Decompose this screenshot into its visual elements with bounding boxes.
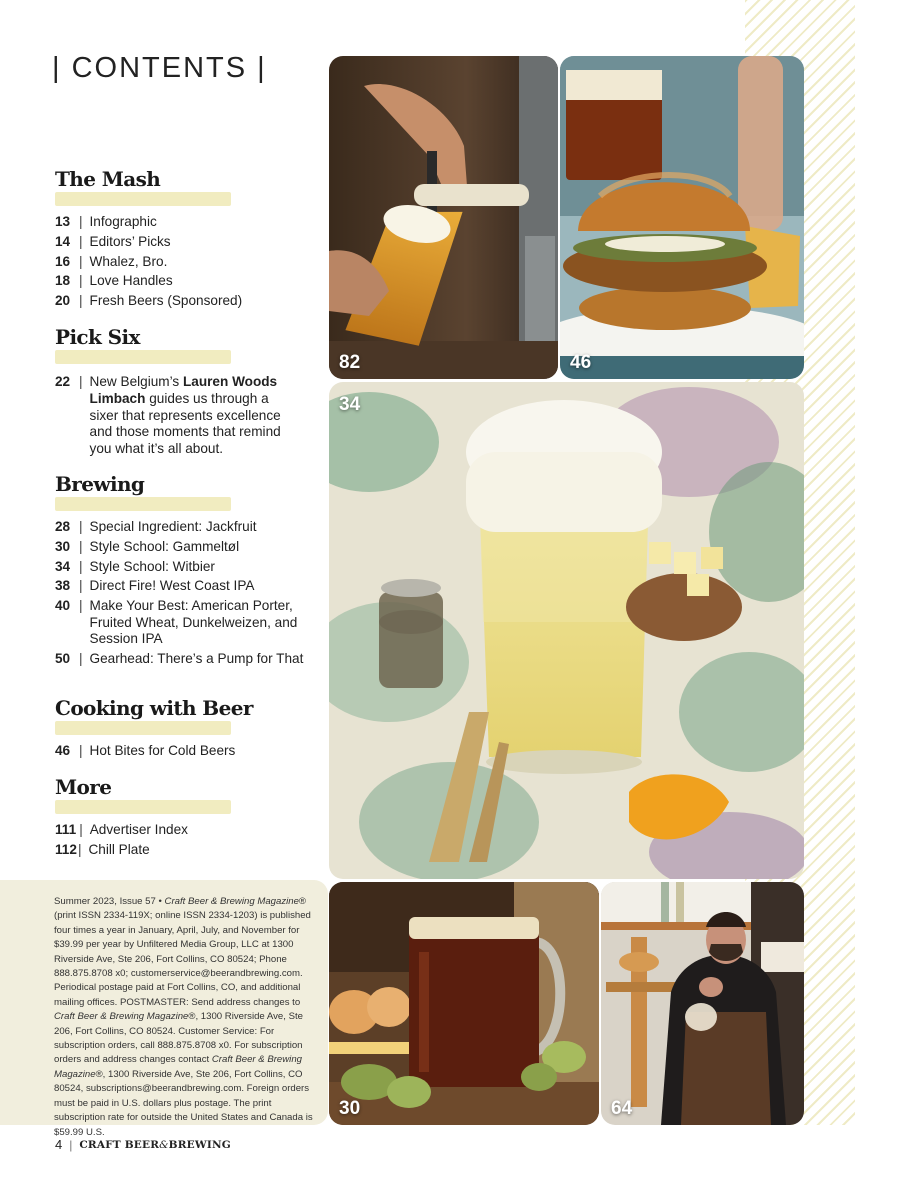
toc-entry-text: Infographic [89,214,157,229]
toc-entry[interactable] [55,743,315,760]
photo-bartender-pump[interactable] [601,882,804,1125]
photo-chicken-sandwich[interactable] [560,56,804,379]
toc-page-number: 40 [55,598,71,614]
toc-page-number: 18 [55,273,71,289]
info-lead: Summer 2023, Issue 57 • [54,896,165,907]
publication-info-text [54,895,316,1140]
toc-page-number: 111 [55,822,77,837]
info-magazine-name: Craft Beer & Brewing Magazine [54,1011,189,1023]
section-title-brewing: Brewing [55,472,145,496]
photo-page-label: 30 [339,1098,361,1119]
bartender-pump-photo-icon [601,882,804,1125]
toc-entry[interactable] [55,254,315,271]
toc-entry[interactable] [55,842,315,859]
toc-entry[interactable] [55,539,315,556]
section-title-pick-six: Pick Six [55,325,140,349]
logo-ampersand: & [159,1138,169,1151]
toc-list-brewing [55,519,315,671]
toc-entry[interactable] [55,651,315,668]
feature-person-name: Lauren Woods Limbach [89,374,278,406]
beer-tap-pour-photo-icon [329,56,558,379]
toc-separator: | [79,519,83,534]
chicken-sandwich-photo-icon [560,56,804,379]
photo-page-label: 82 [339,352,361,373]
toc-entry[interactable] [55,559,315,576]
section-title-more: More [55,775,112,799]
feature-text-body: guides us through a sixer that represents excellence and those moments that remind you what it’s all about. [89,390,281,457]
toc-entry[interactable] [55,519,315,536]
toc-list-the-mash [55,214,315,313]
toc-entry-text: Style School: Witbier [89,558,215,574]
witbier-glass-photo-icon [329,382,804,879]
toc-entry[interactable] [55,234,315,251]
dark-beer-mug-photo-icon [329,882,599,1125]
page-footer [55,1137,231,1152]
toc-separator: | [79,558,83,574]
section-underline [55,721,231,735]
toc-separator: | [79,598,83,614]
photo-beer-tap-pour[interactable] [329,56,558,379]
section-underline [55,192,231,206]
logo-text-a: CRAFT BEER [79,1138,160,1151]
toc-page-number: 16 [55,253,71,269]
info-body: ®, 1300 Riverside Ave, Ste 206, Fort Collins, CO 80524, subscriptions@beerandbrewing.com. Foreign orders must be paid in U.S. dollars plus postage. The print subscription rate for outside the United States and Canada is $59.99 U.S. [54,1068,313,1138]
toc-entry-text: Whalez, Bro. [89,253,168,269]
section-underline [55,350,231,364]
toc-page-number: 38 [55,578,71,594]
toc-entry[interactable] [55,214,315,231]
photo-witbier-glass[interactable] [329,382,804,879]
toc-page-number: 46 [55,743,71,758]
toc-entry[interactable] [55,598,315,648]
toc-entry-text: Chill Plate [88,841,150,857]
toc-separator: | [79,214,83,229]
toc-separator: | [79,233,83,249]
toc-separator: | [79,253,83,269]
toc-entry[interactable] [55,273,315,290]
toc-separator: | [79,273,83,289]
toc-entry-text: Editors’ Picks [89,233,171,249]
section-underline [55,800,231,814]
toc-separator: | [77,841,82,857]
toc-separator: | [79,822,83,837]
info-body: ®, 1300 Riverside Ave, Ste 206, Fort Collins, CO 80524. Customer Service: For subscription orders, call 888.875.8708 x0. For subscription orders and address changes contact [54,1011,303,1066]
toc-entry-text: Advertiser Index [89,822,188,837]
toc-entry-text: Gearhead: There’s a Pump for That [89,650,304,666]
toc-feature-text [90,374,295,458]
photo-page-label: 64 [611,1098,633,1119]
section-title-cooking-with-beer: Cooking with Beer [55,696,253,720]
toc-separator: | [79,374,83,389]
toc-separator: | [79,538,83,554]
toc-page-number: 30 [55,538,71,554]
photo-page-label: 46 [570,352,592,373]
toc-list-cooking [55,743,315,763]
photo-dark-beer-mug[interactable] [329,882,599,1125]
footer-separator: | [69,1137,73,1152]
section-underline [55,497,231,511]
photo-page-label: 34 [339,394,361,415]
page-number: 4 [55,1137,63,1152]
feature-text-lead: New Belgium’s [89,374,183,389]
toc-entry[interactable] [55,822,315,839]
toc-entry-text: Make Your Best: American Porter, Fruited Wheat, Dunkelweizen, and Session IPA [89,598,298,647]
toc-page-number: 28 [55,519,71,534]
toc-separator: | [79,578,83,594]
magazine-logo [79,1139,231,1151]
toc-entry-text: Hot Bites for Cold Beers [89,743,236,758]
toc-entry[interactable] [55,293,315,310]
toc-entry-text: Special Ingredient: Jackfruit [89,519,257,534]
toc-page-number: 34 [55,558,71,574]
toc-entry-text: Direct Fire! West Coast IPA [89,578,255,594]
info-registered-mark: ® [298,896,306,907]
toc-feature-entry[interactable] [55,374,295,458]
toc-entry-text: Love Handles [89,273,173,289]
toc-separator: | [79,293,83,309]
toc-page-number: 22 [55,374,71,389]
toc-entry[interactable] [55,578,315,595]
toc-page-number: 13 [55,214,71,229]
info-body: (print ISSN 2334-119X; online ISSN 2334-1203) is published four times a year in January, April, July, and November for $39.99 per year by Unfiltered Media Group, LLC at 1300 Riverside Ave, Ste 206, Fort Collins, CO 80524; Phone 888.875.8708 x0; customerservice@beerandbrewing.com. Periodical postage paid at Fort Collins, CO, and additional mailing offices. POSTMASTER: Send address changes to [54,910,311,1008]
toc-page-number: 50 [55,650,71,666]
logo-text-b: BREWING [168,1138,231,1151]
toc-entry-text: Style School: Gammeltøl [89,538,240,554]
info-magazine-name: Craft Beer & Brewing Magazine [54,1054,302,1080]
toc-page-number: 14 [55,233,71,249]
toc-page-number: 20 [55,293,71,309]
info-magazine-name: Craft Beer & Brewing Magazine [164,896,299,907]
page-title: | CONTENTS | [52,52,267,84]
section-title-the-mash: The Mash [55,167,161,191]
toc-separator: | [79,650,83,666]
toc-list-more [55,822,315,862]
toc-page-number: 112 [55,841,77,857]
toc-separator: | [79,743,83,758]
toc-entry-text: Fresh Beers (Sponsored) [89,293,243,309]
